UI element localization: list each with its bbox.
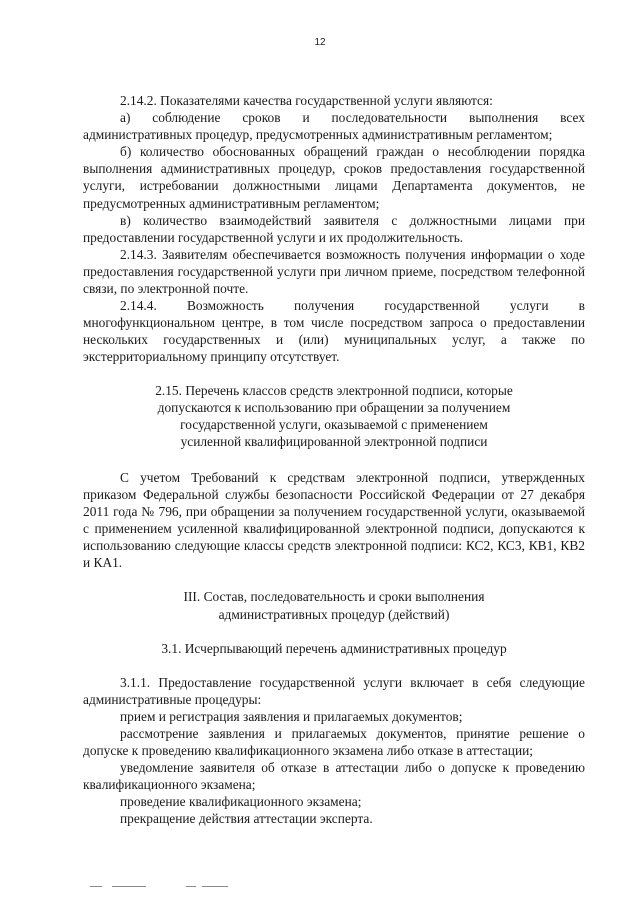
paragraph-2-15-body: С учетом Требований к средствам электронной подписи, утвержденных приказом Федеральной службы безопасности Российской Федерации от 27 декабря 2011 года № 796, при обращении за получением государственной услуги, оказываемой с применением усиленной квалифицированной электронной подписи, допускаются к использованию следующие классы средств электронной подписи: КС2, КС3, КВ1, КВ2 и КА1. — [83, 469, 585, 571]
document-body — [83, 92, 585, 828]
heading-line: административных процедур (действий) — [218, 606, 450, 622]
procedure-item: прекращение действия аттестации эксперта. — [120, 811, 373, 827]
section-3-1-heading: 3.1. Исчерпывающий перечень административных процедур — [161, 640, 507, 656]
paragraph-2-14-3: 2.14.3. Заявителям обеспечивается возможность получения информации о ходе предоставления государственной услуги при личном приеме, посредством телефонной связи, по электронной почте. — [83, 246, 585, 297]
paragraph-2-14-4: 2.14.4. Возможность получения государственной услуги в многофункциональном центре, в том числе посредством запроса о предоставлении нескольких государственных и (или) муниципальных услуг, а также по экстерриториальному принципу отсутствует. — [83, 298, 585, 365]
section-2-15-heading — [83, 382, 585, 450]
heading-line: допускаются к использованию при обращении за получением — [157, 399, 511, 415]
heading-line: 2.15. Перечень классов средств электронной подписи, которые — [155, 382, 513, 398]
list-item-b: б) количество обоснованных обращений граждан о несоблюдении порядка выполнения административных процедур, сроков предоставления государственной услуги, истребовании должностными лицами Департамента документов, не предусмотренных административным регламентом; — [83, 144, 585, 211]
list-item-v: в) количество взаимодействий заявителя с должностными лицами при предоставлении государственной услуги и их продолжительность. — [83, 212, 585, 245]
procedure-item: уведомление заявителя об отказе в аттестации либо о допуске к проведению квалификационного экзамена; — [83, 760, 585, 793]
paragraph-3-1-1: 3.1.1. Предоставление государственной услуги включает в себя следующие административные процедуры: — [83, 674, 585, 707]
heading-line: усиленной квалифицированной электронной подписи — [180, 433, 488, 449]
procedure-item: рассмотрение заявления и прилагаемых документов, принятие решение о допуске к проведению квалификационного экзамена либо отказе в аттестации; — [83, 726, 585, 759]
paragraph-2-14-2: 2.14.2. Показателями качества государственной услуги являются: — [120, 93, 493, 108]
procedure-item: проведение квалификационного экзамена; — [120, 794, 362, 810]
section-3-heading — [83, 588, 585, 622]
scan-artifact-marks — [90, 884, 230, 890]
list-item-a: а) соблюдение сроков и последовательности выполнения всех административных процедур, предусмотренных административным регламентом; — [83, 110, 585, 143]
heading-line: государственной услуги, оказываемой с применением — [180, 416, 488, 432]
heading-line: III. Состав, последовательность и сроки выполнения — [183, 589, 485, 605]
page-number: 12 — [314, 37, 326, 48]
procedure-item: прием и регистрация заявления и прилагаемых документов; — [120, 708, 463, 724]
